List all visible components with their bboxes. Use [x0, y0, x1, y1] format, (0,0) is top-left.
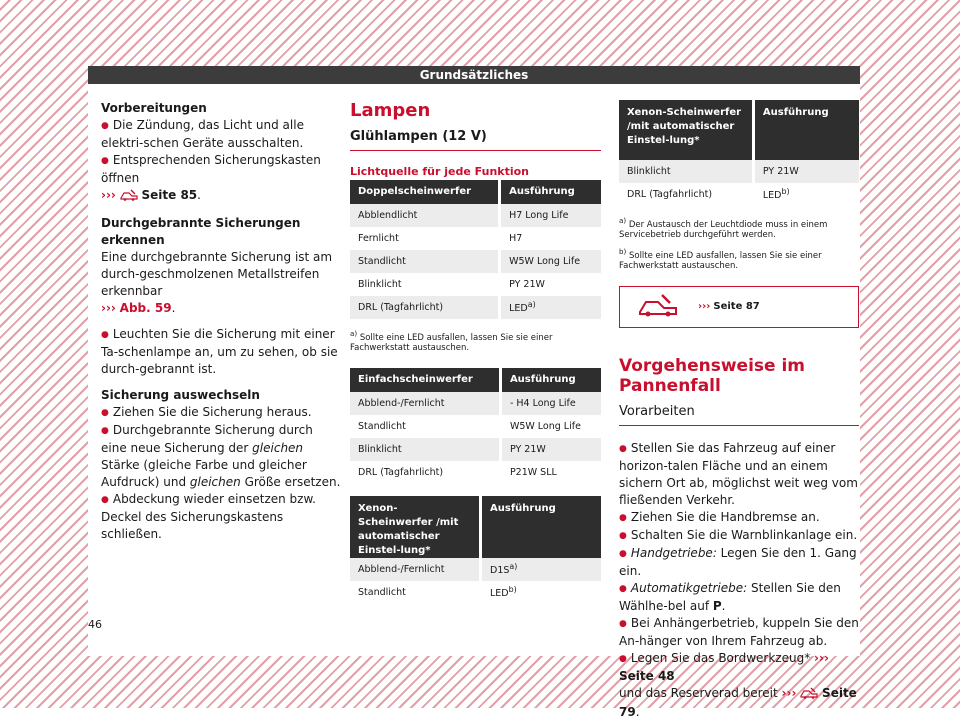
punctuation: . [721, 598, 726, 613]
list-item-text: Legen Sie den 1. Gang ein. [619, 545, 857, 578]
table-header: Xenon-Scheinwerfer /mit automatischer Einstel-lung* [619, 100, 753, 160]
emphasis: P [712, 598, 722, 613]
wrench-car-icon [638, 293, 678, 320]
list-item [101, 404, 341, 422]
table-cell [753, 183, 859, 206]
list-item-text: Ziehen Sie die Handbremse an. [630, 509, 820, 524]
footnote [619, 247, 859, 272]
paragraph [101, 249, 341, 317]
table-cell: Abblend-/Fernlicht [350, 392, 500, 415]
table-cell: W5W Long Life [500, 250, 601, 273]
footnote-mark: a) [350, 329, 358, 338]
punctuation: . [197, 188, 201, 202]
list-item [101, 117, 341, 152]
table-cell: PY 21W [500, 273, 601, 296]
table-cell [481, 558, 601, 581]
heading-vorbereitungen: Vorbereitungen [101, 101, 207, 115]
list-item [619, 615, 859, 650]
column-left [101, 100, 341, 543]
page-ref-link[interactable]: Seite 87 [713, 301, 760, 313]
table-cell: DRL (Tagfahrlicht) [350, 461, 500, 484]
footnote [350, 329, 601, 354]
table-row [350, 392, 601, 415]
list-item-text: Stellen Sie das Fahrzeug auf einer horizon-talen Fläche und an einem sichern Ort ab, möglichst weit weg vom fließenden Verkehr. [619, 440, 858, 507]
list-item-text: Durchgebrannte Sicherung durch eine neue Sicherung der [101, 423, 313, 455]
list-item-text: Größe ersetzen. [240, 475, 341, 489]
column-right [619, 100, 859, 721]
list-item [619, 580, 859, 615]
table-cell: PY 21W [753, 160, 859, 183]
footnote-mark: b) [619, 246, 627, 256]
page-ref-link[interactable]: Seite 79 [619, 685, 857, 719]
table-cell: Blinklicht [619, 160, 753, 183]
ref-arrow: ››› [101, 301, 116, 315]
table-cell: Abblendlicht [350, 204, 500, 227]
table-row [350, 204, 601, 227]
list-item-text: Abdeckung wieder einsetzen bzw. Deckel des Sicherungskastens schließen. [101, 492, 316, 541]
page-ref-link[interactable]: Seite 48 [619, 668, 675, 683]
list-item-text: Schalten Sie die Warnblinkanlage ein. [630, 527, 858, 542]
reference-box [619, 286, 859, 328]
cell-text: LED [509, 303, 528, 315]
punctuation: . [171, 301, 176, 315]
ref-arrow: ››› [814, 650, 829, 665]
section-title: Lampen [350, 100, 431, 121]
wrench-car-icon [120, 189, 138, 206]
table-header: Ausführung [753, 100, 859, 160]
table-cell: W5W Long Life [500, 415, 601, 438]
ref-arrow: ››› [698, 301, 711, 313]
table-row [350, 273, 601, 296]
table-cell: DRL (Tagfahrlicht) [619, 183, 753, 206]
punctuation: . [635, 704, 640, 719]
list-item-text: Entsprechenden Sicherungskasten öffnen [101, 153, 321, 185]
table-cell: DRL (Tagfahrlicht) [350, 296, 500, 319]
paragraph-text: Eine durchgebrannte Sicherung ist am durch-geschmolzenen Metallstreifen erkennbar [101, 250, 333, 298]
ref-arrow: ››› [781, 685, 797, 700]
table-row [350, 558, 601, 581]
table-cell: PY 21W [500, 438, 601, 461]
table-cell: Blinklicht [350, 273, 500, 296]
cell-text: D1S [490, 565, 510, 577]
list-item-text: Die Zündung, das Licht und alle elektri-schen Geräte ausschalten. [101, 118, 304, 150]
ref-arrow: ››› [101, 188, 116, 202]
table-cell: H7 Long Life [500, 204, 601, 227]
list-item [101, 326, 341, 378]
footnote-mark: b) [781, 187, 790, 197]
cell-text: LED [490, 588, 509, 600]
table-header: Einfachscheinwerfer [350, 368, 500, 392]
list-item [619, 509, 859, 527]
column-middle [350, 100, 601, 604]
table-cell: Blinklicht [350, 438, 500, 461]
table-cell [500, 296, 601, 319]
list-item [619, 440, 859, 509]
table-row [350, 250, 601, 273]
procedure-list [619, 440, 859, 721]
table-caption: Lichtquelle für jede Funktion [350, 165, 530, 178]
table-header: Doppelscheinwerfer [350, 180, 500, 204]
footnote-mark: a) [527, 300, 536, 310]
footnote-mark: a) [509, 562, 518, 572]
table-row [350, 296, 601, 319]
table-cell: Standlicht [350, 415, 500, 438]
table-row [350, 581, 601, 604]
footnote-mark: b) [508, 585, 517, 595]
table-cell: Standlicht [350, 250, 500, 273]
footnote-text: Sollte eine LED ausfallen, lassen Sie sie einer Fachwerkstatt austauschen. [350, 332, 553, 354]
table-row [619, 183, 859, 206]
footnote-text: Der Austausch der Leuchtdiode muss in einem Servicebetrieb durchgeführt werden. [619, 219, 828, 241]
list-item [101, 422, 341, 491]
list-item-text: Legen Sie das Bordwerkzeug* [630, 650, 815, 665]
table-header: Ausführung [500, 180, 601, 204]
table-header: Xenon-Scheinwerfer /mit automatischer Einstel-lung* [350, 496, 481, 558]
section-title: Vorgehensweise im Pannenfall [619, 355, 806, 396]
wrench-car-icon [800, 687, 818, 704]
page-ref-link[interactable]: Seite 85 [141, 188, 198, 202]
subsection-title: Vorarbeiten [619, 404, 859, 426]
cell-text: LED [762, 190, 782, 202]
table-row [619, 160, 859, 183]
table-cell [481, 581, 601, 604]
heading-auswechseln: Sicherung auswechseln [101, 388, 260, 402]
footnote [619, 216, 859, 241]
list-item-text: Stärke (gleiche Farbe und gleicher Aufdruck) und [101, 458, 307, 489]
list-item [101, 491, 341, 543]
figure-ref-link[interactable]: Abb. 59 [119, 301, 172, 315]
table-cell: P21W SLL [500, 461, 601, 484]
footnote-text: Sollte eine LED ausfallen, lassen Sie sie einer Fachwerkstatt austauschen. [619, 250, 822, 272]
table-row [350, 438, 601, 461]
table-row [350, 227, 601, 250]
table-doppelscheinwerfer [350, 180, 601, 319]
table-cell: H7 [500, 227, 601, 250]
list-item-text: Leuchten Sie die Sicherung mit einer Ta-schenlampe an, um zu sehen, ob sie durch-gebrannt ist. [101, 327, 338, 376]
table-einfachscheinwerfer [350, 368, 601, 484]
page-number: 46 [88, 618, 102, 631]
table-header: Ausführung [481, 496, 601, 558]
table-xenon-scheinwerfer-cont [619, 100, 859, 206]
emphasis: gleichen [189, 475, 241, 489]
table-xenon-scheinwerfer [350, 496, 601, 604]
table-row [350, 461, 601, 484]
list-item-text: und das Reserverad bereit [619, 685, 782, 700]
emphasis: Automatikgetriebe: [630, 580, 748, 595]
section-header: Grundsätzliches [88, 66, 860, 84]
emphasis: Handgetriebe: [630, 545, 717, 560]
list-item [619, 527, 859, 545]
table-cell: Standlicht [350, 581, 481, 604]
list-item-text: Bei Anhängerbetrieb, kuppeln Sie den An-hänger von Ihrem Fahrzeug ab. [619, 615, 859, 648]
heading-durchgebrannt: Durchgebrannte Sicherungen erkennen [101, 216, 301, 247]
table-cell: Fernlicht [350, 227, 500, 250]
subsection-title: Glühlampen (12 V) [350, 129, 601, 151]
list-item-text: Stellen Sie den Wählhe-bel auf [619, 580, 841, 613]
manual-page [88, 66, 860, 719]
table-row [350, 415, 601, 438]
list-item [619, 545, 859, 580]
list-item-text: Ziehen Sie die Sicherung heraus. [112, 405, 312, 419]
footnote-mark: a) [619, 216, 627, 225]
emphasis: gleichen [252, 441, 304, 455]
table-cell: Abblend-/Fernlicht [350, 558, 481, 581]
list-item [619, 650, 859, 721]
list-item [101, 152, 341, 206]
table-cell: - H4 Long Life [500, 392, 601, 415]
table-header: Ausführung [500, 368, 601, 392]
